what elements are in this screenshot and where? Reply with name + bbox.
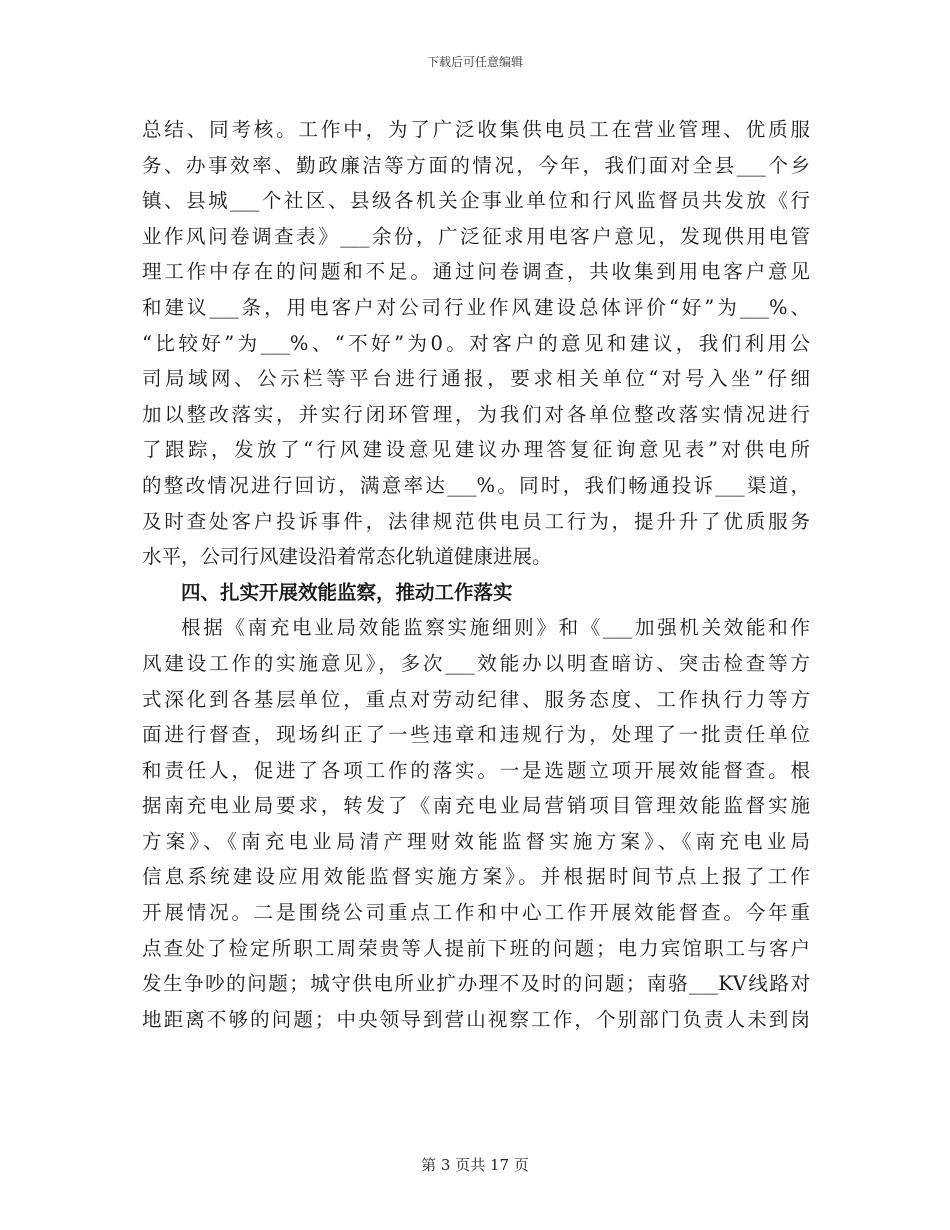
page-number: 第 3 页共 17 页 (421, 1156, 529, 1174)
text-line: 业作风问卷调查表》___余份，广泛征求用电客户意见，发现供用电管 (142, 224, 810, 248)
text-line: 根据《南充电业局效能监察实施细则》和《___加强机关效能和作 (181, 616, 810, 640)
text-line: 的整改情况进行回访，满意率达___%。同时，我们畅通投诉___渠道， (142, 473, 810, 497)
text-line: 发生争吵的问题；城守供电所业扩办理不及时的问题；南骆___KV线路对 (142, 972, 810, 996)
text-line: 点查处了检定所职工周荣贵等人提前下班的问题；电力宾馆职工与客户 (142, 936, 810, 960)
section-heading: 四、扎实开展效能监察，推动工作落实 (181, 580, 513, 604)
text-line: 镇、县城___个社区、县级各机关企事业单位和行风监督员共发放《行 (142, 189, 810, 213)
text-line: 水平，公司行风建设沿着常态化轨道健康进展。 (142, 545, 552, 569)
text-line: 了跟踪，发放了“行风建设意见建议办理答复征询意见表”对供电所 (142, 438, 810, 462)
text-line: “比较好”为___%、“不好”为0。对客户的意见和建议，我们利用公 (142, 331, 810, 355)
text-line: 理工作中存在的问题和不足。通过问卷调查，共收集到用电客户意见 (142, 260, 810, 284)
text-line: 面进行督查，现场纠正了一些违章和违规行为，处理了一批责任单位 (142, 723, 810, 747)
text-line: 风建设工作的实施意见》，多次___效能办以明查暗访、突击检查等方 (142, 651, 810, 675)
text-line: 总结、同考核。工作中，为了广泛收集供电员工在营业管理、优质服 (142, 118, 810, 141)
text-line: 开展情况。二是围绕公司重点工作和中心工作开展效能督查。今年重 (142, 901, 810, 925)
text-line: 和建议___条，用电客户对公司行业作风建设总体评价“好”为___%、 (142, 295, 810, 319)
text-line: 司局域网、公示栏等平台进行通报，要求相关单位“对号入坐”仔细 (142, 367, 810, 391)
text-line: 方案》、《南充电业局清产理财效能监督实施方案》、《南充电业局 (142, 829, 810, 853)
text-line: 地距离不够的问题；中央领导到营山视察工作，个别部门负责人未到岗 (142, 1007, 810, 1031)
page-header-note: 下载后可任意编辑 (426, 55, 523, 69)
text-line: 务、办事效率、勤政廉洁等方面的情况，今年，我们面对全县___个乡 (142, 153, 810, 177)
text-line: 和责任人，促进了各项工作的落实。一是选题立项开展效能督查。根 (142, 758, 810, 782)
text-line: 加以整改落实，并实行闭环管理，为我们对各单位整改落实情况进行 (142, 402, 810, 426)
text-line: 及时查处客户投诉事件，法律规范供电员工行为，提升升了优质服务 (142, 509, 810, 533)
text-line: 据南充电业局要求，转发了《南充电业局营销项目管理效能监督实施 (142, 794, 810, 818)
document-body (142, 112, 810, 1037)
text-line: 信息系统建设应用效能监督实施方案》。并根据时间节点上报了工作 (142, 865, 810, 889)
text-line: 式深化到各基层单位，重点对劳动纪律、服务态度、工作执行力等方 (142, 687, 810, 711)
